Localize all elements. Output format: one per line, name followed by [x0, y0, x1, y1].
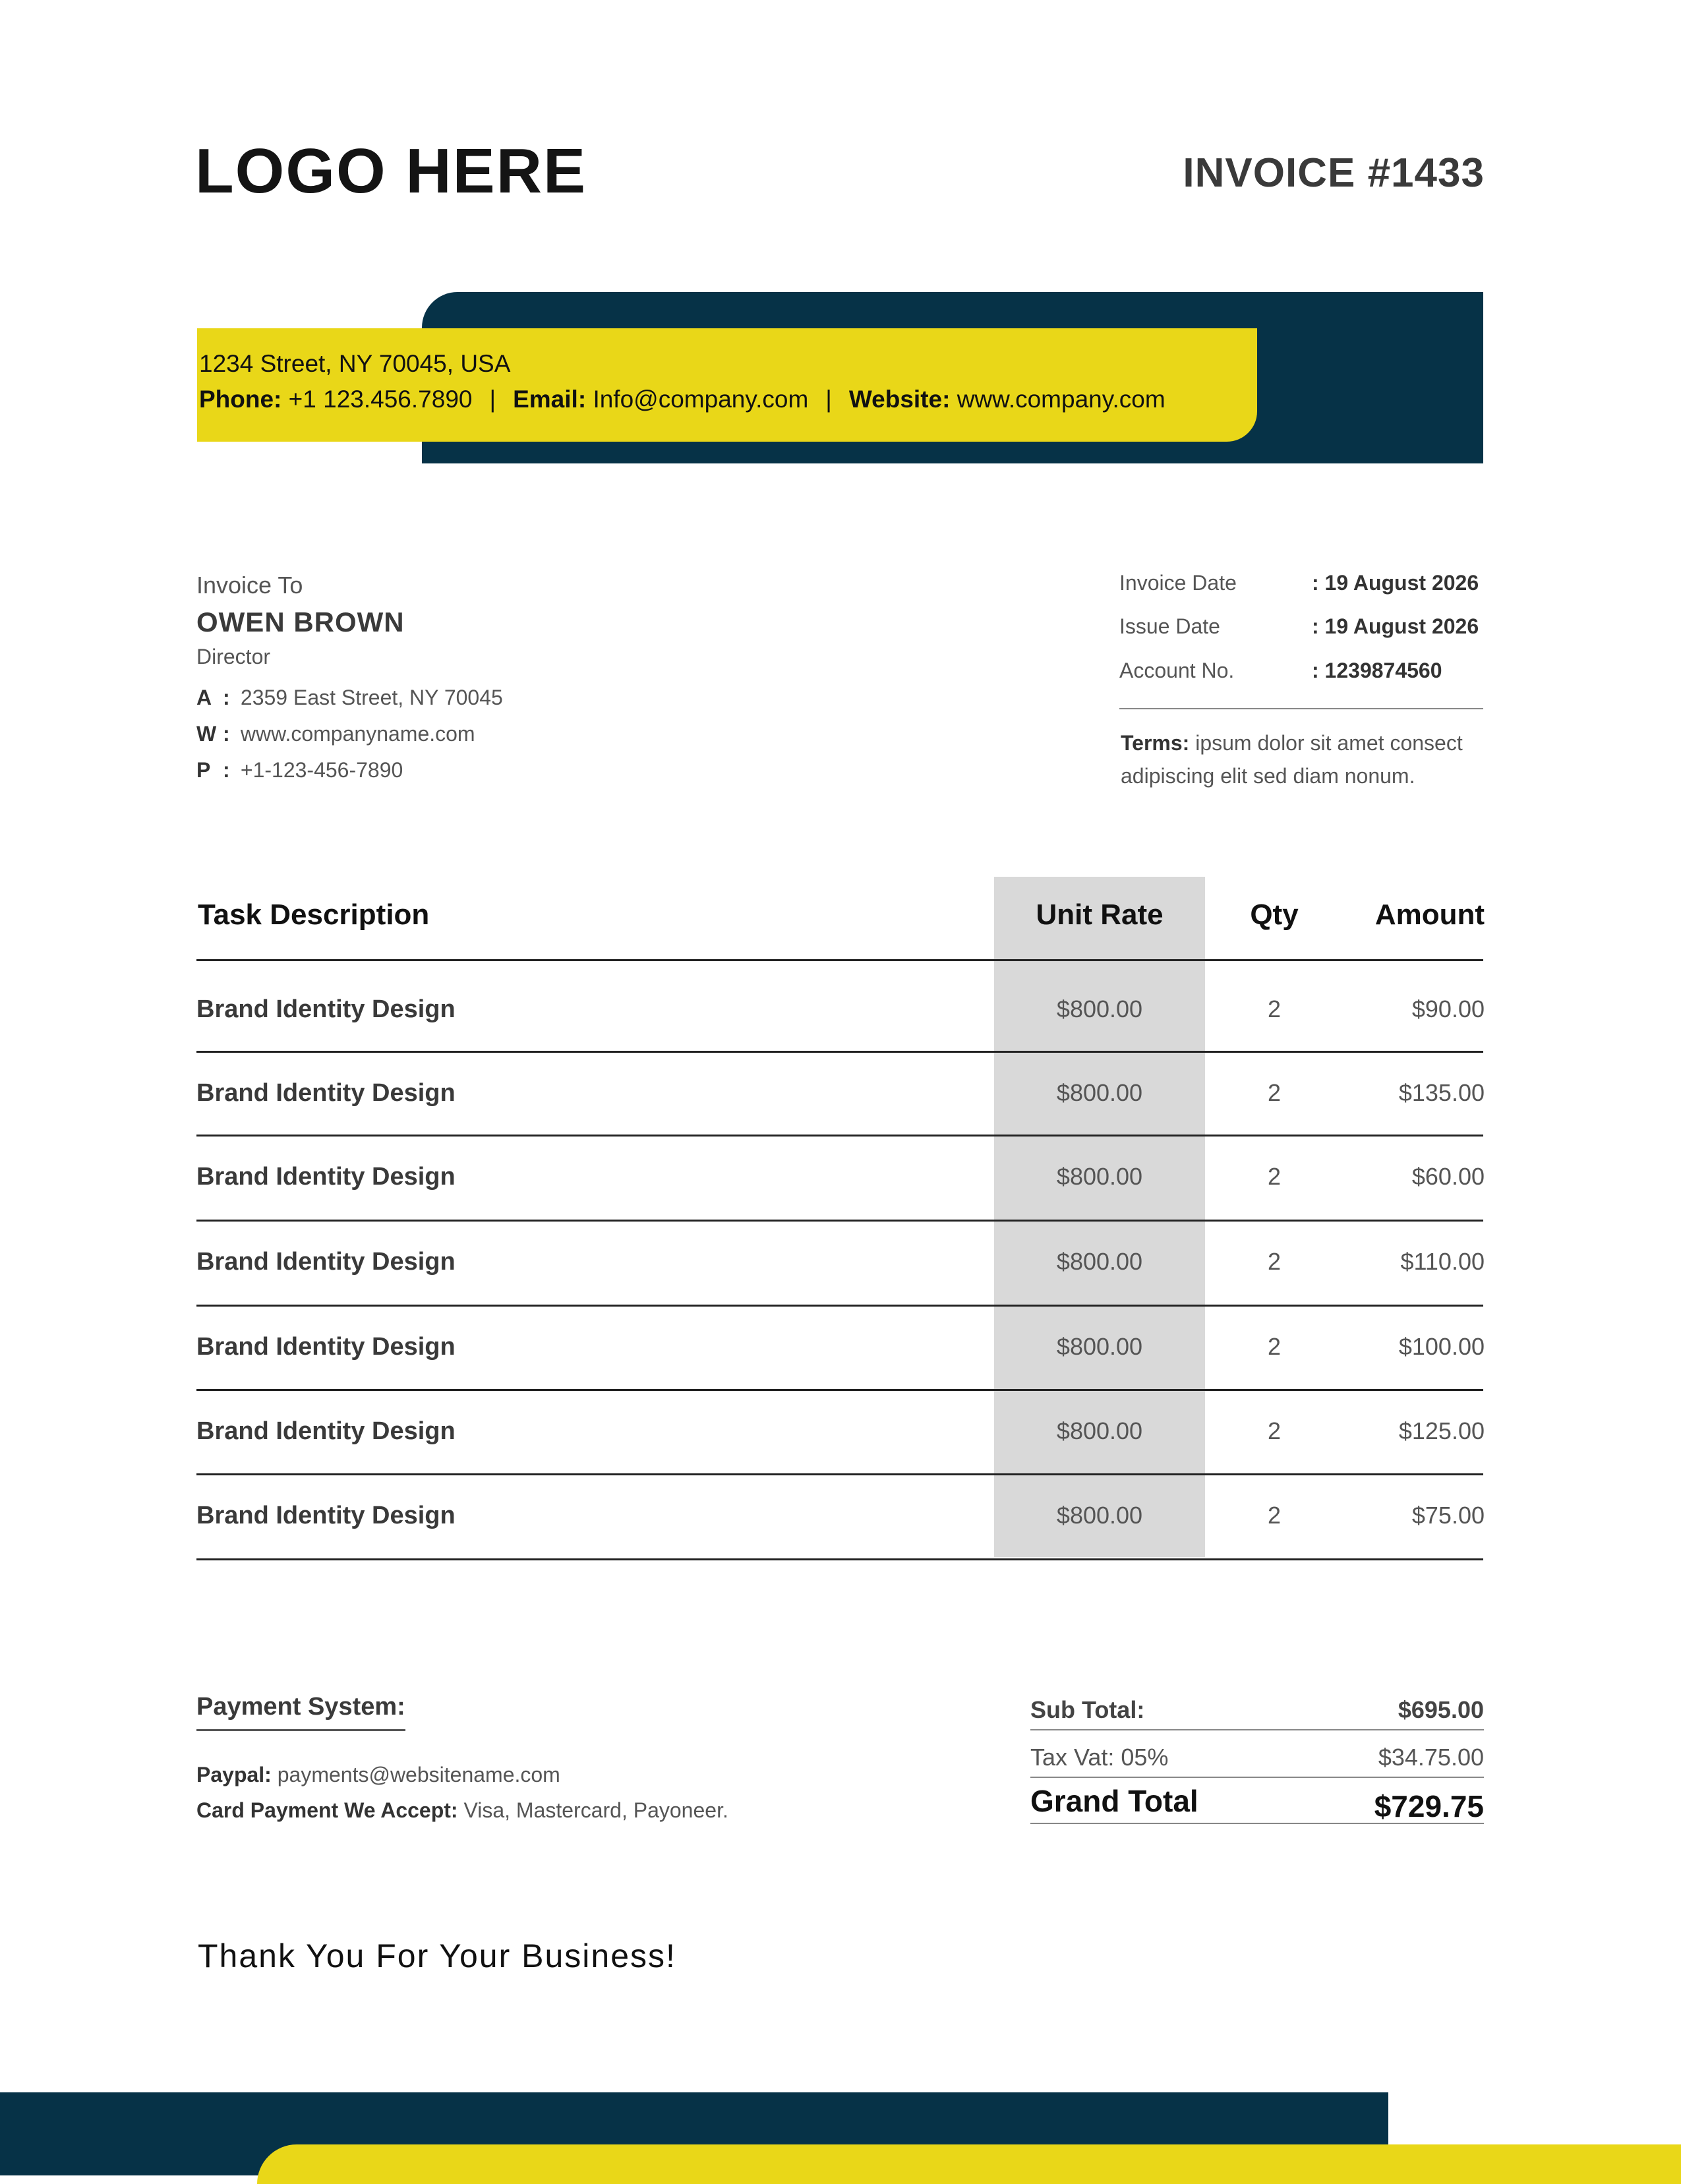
- company-contact-line: [199, 386, 1165, 413]
- company-website[interactable]: www.company.com: [957, 386, 1165, 413]
- row-unit-rate: $800.00: [1056, 1333, 1143, 1360]
- header-task-description: Task Description: [198, 899, 430, 931]
- row-qty: 2: [1267, 1417, 1282, 1444]
- account-label: Account No.: [1119, 659, 1235, 682]
- table-row: [0, 1304, 1681, 1388]
- table-row: [0, 966, 1681, 1051]
- client-phone-row: [196, 758, 403, 782]
- card-label: Card Payment We Accept:: [196, 1798, 458, 1822]
- separator: |: [825, 386, 832, 413]
- address-key: A: [196, 686, 212, 709]
- grand-total-row: [1030, 1777, 1484, 1824]
- row-unit-rate: $800.00: [1056, 995, 1143, 1022]
- invoice-to-label: Invoice To: [196, 572, 303, 599]
- email-label: Email:: [513, 386, 587, 413]
- client-web-row: [196, 722, 475, 746]
- client-phone: +1-123-456-7890: [240, 758, 403, 782]
- subtotal-value: $695.00: [1398, 1696, 1484, 1723]
- row-qty: 2: [1267, 1502, 1282, 1529]
- row-description: Brand Identity Design: [196, 1333, 456, 1361]
- paypal-label: Paypal:: [196, 1763, 272, 1786]
- paypal-email[interactable]: payments@websitename.com: [277, 1763, 560, 1786]
- client-address: 2359 East Street, NY 70045: [240, 686, 503, 709]
- table-header-rule: [196, 959, 1483, 961]
- issue-date-value: : 19 August 2026: [1312, 614, 1479, 638]
- table-row: [0, 1219, 1681, 1303]
- payment-system-title: Payment System:: [196, 1693, 405, 1731]
- row-amount: $100.00: [1398, 1333, 1485, 1360]
- tax-row: [1030, 1730, 1484, 1778]
- terms-text: ipsum dolor sit amet consect adipiscing elit sed diam nonum.: [1121, 731, 1463, 788]
- table-row: [0, 1388, 1681, 1473]
- row-amount: $110.00: [1400, 1248, 1485, 1275]
- row-qty: 2: [1267, 1079, 1282, 1106]
- colon: :: [223, 758, 230, 782]
- row-amount: $90.00: [1411, 995, 1485, 1022]
- client-role: Director: [196, 645, 271, 668]
- grand-total-value: $729.75: [1374, 1789, 1484, 1823]
- row-qty: 2: [1267, 1163, 1282, 1190]
- row-description: Brand Identity Design: [196, 1248, 456, 1276]
- phone-label: Phone:: [199, 386, 282, 413]
- row-amount: $135.00: [1398, 1079, 1485, 1106]
- card-payment-line: [196, 1798, 728, 1823]
- row-amount: $60.00: [1411, 1163, 1485, 1190]
- web-key: W: [196, 722, 217, 746]
- meta-divider: [1119, 708, 1483, 709]
- row-amount: $75.00: [1411, 1502, 1485, 1529]
- row-description: Brand Identity Design: [196, 1502, 456, 1529]
- card-types: Visa, Mastercard, Payoneer.: [463, 1798, 728, 1822]
- colon: :: [223, 722, 230, 746]
- separator: |: [489, 386, 496, 413]
- tax-value: $34.75.00: [1378, 1744, 1484, 1771]
- invoice-title: INVOICE #1433: [1183, 150, 1485, 196]
- row-qty: 2: [1267, 1333, 1282, 1360]
- footer-yellow-bar: [257, 2144, 1681, 2184]
- issue-date-label: Issue Date: [1119, 614, 1220, 638]
- header-amount: Amount: [1374, 899, 1485, 931]
- grand-total-label: Grand Total: [1030, 1784, 1198, 1818]
- table-row: [0, 1134, 1681, 1218]
- table-bottom-rule: [196, 1558, 1483, 1560]
- row-description: Brand Identity Design: [196, 1079, 456, 1107]
- client-address-row: [196, 686, 503, 710]
- logo: LOGO HERE: [195, 136, 587, 206]
- company-address: 1234 Street, NY 70045, USA: [199, 350, 511, 377]
- thank-you-message: Thank You For Your Business!: [198, 1937, 676, 1974]
- row-description: Brand Identity Design: [196, 1163, 456, 1191]
- header-qty: Qty: [1250, 899, 1299, 931]
- terms: [1121, 726, 1490, 792]
- row-qty: 2: [1267, 1248, 1282, 1275]
- row-unit-rate: $800.00: [1056, 1248, 1143, 1275]
- client-web[interactable]: www.companyname.com: [240, 722, 475, 746]
- row-unit-rate: $800.00: [1056, 1163, 1143, 1190]
- terms-label: Terms:: [1121, 731, 1190, 755]
- table-row: [0, 1050, 1681, 1135]
- row-unit-rate: $800.00: [1056, 1079, 1143, 1106]
- invoice-date-label: Invoice Date: [1119, 571, 1237, 595]
- row-amount: $125.00: [1398, 1417, 1485, 1444]
- colon: :: [223, 686, 230, 709]
- row-description: Brand Identity Design: [196, 1417, 456, 1445]
- row-unit-rate: $800.00: [1056, 1417, 1143, 1444]
- tax-label: Tax Vat: 05%: [1030, 1744, 1169, 1771]
- row-description: Brand Identity Design: [196, 995, 456, 1023]
- company-email[interactable]: Info@company.com: [593, 386, 809, 413]
- subtotal-row: [1030, 1683, 1484, 1730]
- paypal-line: [196, 1763, 560, 1787]
- client-name: OWEN BROWN: [196, 606, 405, 637]
- table-row: [0, 1473, 1681, 1557]
- invoice-date-value: : 19 August 2026: [1312, 571, 1479, 595]
- website-label: Website:: [848, 386, 951, 413]
- phone-key: P: [196, 758, 211, 782]
- header-unit-rate: Unit Rate: [1036, 899, 1164, 931]
- row-qty: 2: [1267, 995, 1282, 1022]
- company-phone: +1 123.456.7890: [288, 386, 473, 413]
- account-value: : 1239874560: [1312, 659, 1442, 682]
- banner-yellow-shape: [197, 328, 1257, 442]
- subtotal-label: Sub Total:: [1030, 1696, 1145, 1723]
- row-unit-rate: $800.00: [1056, 1502, 1143, 1529]
